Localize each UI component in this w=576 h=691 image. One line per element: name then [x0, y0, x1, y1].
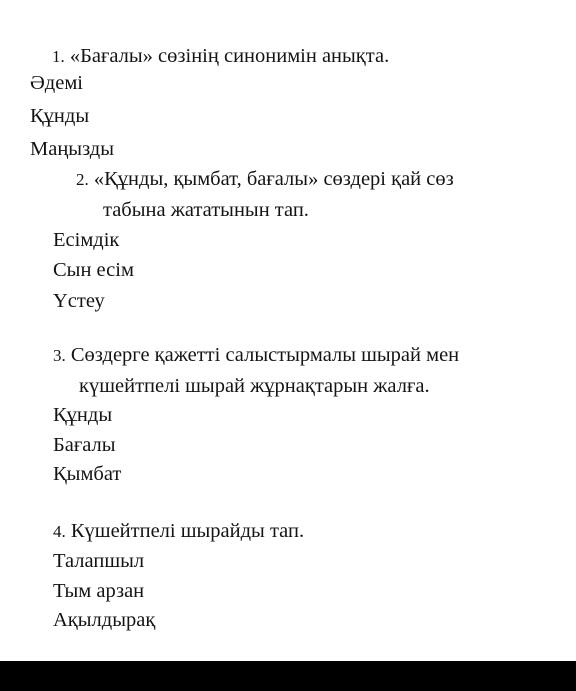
question-2-option-1: Есімдік	[53, 229, 120, 251]
question-1	[52, 44, 389, 69]
question-3-option-2: Бағалы	[53, 434, 116, 456]
question-2	[76, 167, 454, 192]
question-3-number: 3.	[53, 346, 66, 365]
question-3	[53, 343, 459, 368]
question-1-text: «Бағалы» сөзінің синонимін анықта.	[69, 45, 390, 67]
question-4-option-1: Талапшыл	[53, 550, 145, 572]
question-1-number: 1.	[52, 47, 65, 66]
question-2-text-line-2: табына жататынын тап.	[103, 199, 309, 221]
bottom-black-bar	[0, 661, 576, 691]
question-3-option-3: Қымбат	[53, 463, 122, 485]
question-4-option-2: Тым арзан	[53, 580, 145, 602]
question-1-option-2: Құнды	[30, 105, 90, 127]
question-4	[53, 519, 304, 544]
question-1-option-3: Маңызды	[30, 138, 115, 160]
question-2-number: 2.	[76, 170, 89, 189]
question-2-option-2: Сын есім	[53, 259, 134, 281]
question-4-text: Күшейтпелі шырайды тап.	[70, 520, 305, 542]
question-4-number: 4.	[53, 522, 66, 541]
question-3-text-line-1: Сөздерге қажетті салыстырмалы шырай мен	[70, 344, 460, 366]
question-3-option-1: Құнды	[53, 404, 113, 426]
question-3-text-line-2: күшейтпелі шырай жұрнақтарын жалға.	[79, 375, 430, 397]
question-2-text-line-1: «Құнды, қымбат, бағалы» сөздері қай сөз	[93, 168, 454, 190]
question-4-option-3: Ақылдырақ	[53, 609, 156, 631]
question-1-option-1: Әдемі	[30, 72, 84, 94]
question-2-option-3: Үстеу	[53, 290, 105, 312]
